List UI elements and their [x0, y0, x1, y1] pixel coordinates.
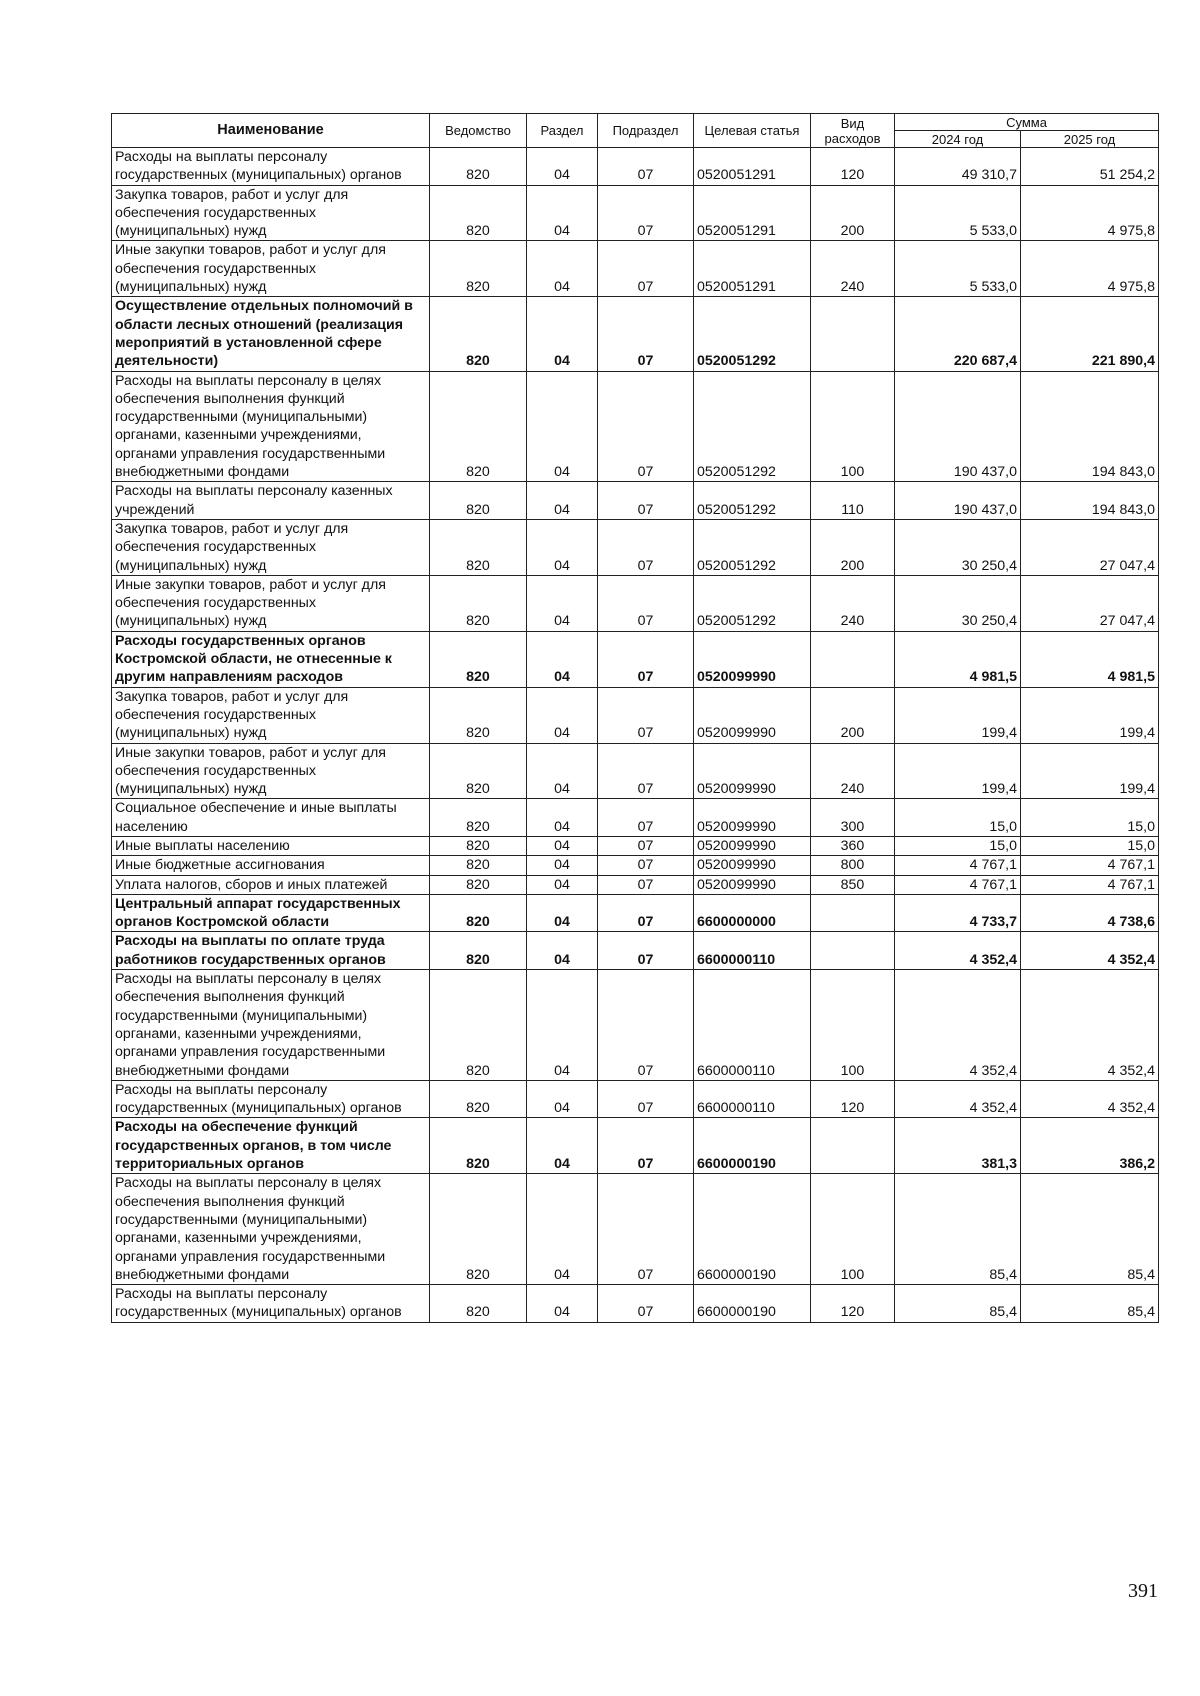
cell-vid-rashodov: 850	[811, 875, 895, 894]
cell-razdel: 04	[527, 799, 598, 837]
cell-sum-2024: 199,4	[895, 687, 1021, 743]
cell-sum-2025: 85,4	[1021, 1285, 1159, 1323]
cell-sum-2024: 4 352,4	[895, 1080, 1021, 1118]
cell-sum-2025: 85,4	[1021, 1174, 1159, 1285]
cell-vid-rashodov: 360	[811, 836, 895, 855]
cell-sum-2025: 4 352,4	[1021, 970, 1159, 1081]
cell-sum-2025: 4 767,1	[1021, 856, 1159, 875]
cell-sum-2025: 194 843,0	[1021, 371, 1159, 482]
cell-vid-rashodov	[811, 932, 895, 970]
cell-name: Расходы на выплаты персоналу государственных (муниципальных) органов	[112, 1080, 430, 1118]
header-vid-rashodov: Вид расходов	[811, 114, 895, 148]
cell-name: Иные закупки товаров, работ и услуг для обеспечения государственных (муниципальных) нужд	[112, 743, 430, 799]
header-celevaya-statya: Целевая статья	[694, 114, 811, 148]
cell-vedomstvo: 820	[430, 371, 527, 482]
cell-podrazdel: 07	[598, 932, 694, 970]
cell-vid-rashodov	[811, 631, 895, 687]
cell-vedomstvo: 820	[430, 148, 527, 186]
cell-vid-rashodov	[811, 894, 895, 932]
cell-podrazdel: 07	[598, 687, 694, 743]
cell-vedomstvo: 820	[430, 631, 527, 687]
cell-sum-2024: 85,4	[895, 1174, 1021, 1285]
cell-celevaya-statya: 0520099990	[694, 631, 811, 687]
cell-sum-2025: 386,2	[1021, 1118, 1159, 1174]
cell-name: Закупка товаров, работ и услуг для обеспечения государственных (муниципальных) нужд	[112, 687, 430, 743]
cell-podrazdel: 07	[598, 894, 694, 932]
cell-sum-2024: 4 767,1	[895, 856, 1021, 875]
table-row	[112, 836, 1159, 855]
header-summa: Сумма	[895, 114, 1159, 131]
cell-celevaya-statya: 6600000190	[694, 1174, 811, 1285]
table-row	[112, 799, 1159, 837]
cell-razdel: 04	[527, 148, 598, 186]
cell-sum-2025: 4 352,4	[1021, 1080, 1159, 1118]
cell-celevaya-statya: 0520099990	[694, 687, 811, 743]
cell-vid-rashodov: 240	[811, 575, 895, 631]
cell-razdel: 04	[527, 1174, 598, 1285]
cell-celevaya-statya: 0520099990	[694, 875, 811, 894]
cell-razdel: 04	[527, 932, 598, 970]
cell-vid-rashodov: 110	[811, 482, 895, 520]
cell-podrazdel: 07	[598, 875, 694, 894]
cell-podrazdel: 07	[598, 799, 694, 837]
cell-vedomstvo: 820	[430, 575, 527, 631]
cell-name: Иные закупки товаров, работ и услуг для обеспечения государственных (муниципальных) нужд	[112, 575, 430, 631]
cell-celevaya-statya: 0520051291	[694, 148, 811, 186]
cell-sum-2025: 4 981,5	[1021, 631, 1159, 687]
header-year-2025: 2025 год	[1021, 131, 1159, 148]
cell-name: Иные закупки товаров, работ и услуг для обеспечения государственных (муниципальных) нужд	[112, 241, 430, 297]
table-row	[112, 875, 1159, 894]
cell-name: Закупка товаров, работ и услуг для обеспечения государственных (муниципальных) нужд	[112, 519, 430, 575]
cell-razdel: 04	[527, 687, 598, 743]
cell-name: Расходы на выплаты персоналу в целях обеспечения выполнения функций государственными (муниципальными) органами, казенными учреждениями, органами управления государственными внебюджетными фондами	[112, 1174, 430, 1285]
cell-vid-rashodov: 100	[811, 371, 895, 482]
table-row	[112, 185, 1159, 241]
cell-razdel: 04	[527, 1285, 598, 1323]
cell-vedomstvo: 820	[430, 185, 527, 241]
cell-razdel: 04	[527, 743, 598, 799]
header-podrazdel: Подраздел	[598, 114, 694, 148]
cell-podrazdel: 07	[598, 482, 694, 520]
cell-vid-rashodov: 100	[811, 1174, 895, 1285]
cell-sum-2024: 5 533,0	[895, 241, 1021, 297]
cell-vid-rashodov: 800	[811, 856, 895, 875]
cell-razdel: 04	[527, 575, 598, 631]
cell-vedomstvo: 820	[430, 875, 527, 894]
table-row	[112, 482, 1159, 520]
cell-vid-rashodov	[811, 1118, 895, 1174]
cell-vid-rashodov: 100	[811, 970, 895, 1081]
cell-name: Осуществление отдельных полномочий в области лесных отношений (реализация мероприятий в установленной сфере деятельности)	[112, 297, 430, 371]
cell-podrazdel: 07	[598, 631, 694, 687]
table-row	[112, 1080, 1159, 1118]
cell-razdel: 04	[527, 371, 598, 482]
cell-podrazdel: 07	[598, 1118, 694, 1174]
budget-table	[111, 113, 1159, 1323]
cell-sum-2025: 194 843,0	[1021, 482, 1159, 520]
cell-razdel: 04	[527, 970, 598, 1081]
cell-sum-2025: 221 890,4	[1021, 297, 1159, 371]
page-number: 391	[1128, 1580, 1158, 1602]
cell-vid-rashodov: 200	[811, 519, 895, 575]
cell-razdel: 04	[527, 482, 598, 520]
cell-vid-rashodov: 300	[811, 799, 895, 837]
table-row	[112, 687, 1159, 743]
cell-celevaya-statya: 0520099990	[694, 799, 811, 837]
cell-name: Расходы на выплаты персоналу в целях обеспечения выполнения функций государственными (муниципальными) органами, казенными учреждениями, органами управления государственными внебюджетными фондами	[112, 970, 430, 1081]
cell-vid-rashodov	[811, 297, 895, 371]
cell-celevaya-statya: 0520051292	[694, 482, 811, 520]
cell-sum-2025: 4 738,6	[1021, 894, 1159, 932]
cell-name: Социальное обеспечение и иные выплаты населению	[112, 799, 430, 837]
table-row	[112, 743, 1159, 799]
header-year-2024: 2024 год	[895, 131, 1021, 148]
cell-sum-2024: 381,3	[895, 1118, 1021, 1174]
cell-celevaya-statya: 6600000110	[694, 1080, 811, 1118]
table-row	[112, 1118, 1159, 1174]
cell-vid-rashodov: 240	[811, 241, 895, 297]
cell-vedomstvo: 820	[430, 856, 527, 875]
cell-sum-2025: 51 254,2	[1021, 148, 1159, 186]
cell-celevaya-statya: 0520051292	[694, 297, 811, 371]
cell-sum-2024: 190 437,0	[895, 482, 1021, 520]
cell-podrazdel: 07	[598, 1174, 694, 1285]
table-row	[112, 970, 1159, 1081]
cell-name: Расходы государственных органов Костромской области, не отнесенные к другим направлениям расходов	[112, 631, 430, 687]
cell-podrazdel: 07	[598, 185, 694, 241]
cell-podrazdel: 07	[598, 241, 694, 297]
cell-sum-2025: 27 047,4	[1021, 519, 1159, 575]
cell-sum-2024: 199,4	[895, 743, 1021, 799]
cell-sum-2025: 199,4	[1021, 743, 1159, 799]
cell-celevaya-statya: 0520051292	[694, 575, 811, 631]
cell-celevaya-statya: 0520099990	[694, 743, 811, 799]
cell-name: Расходы на выплаты персоналу государственных (муниципальных) органов	[112, 148, 430, 186]
table-row	[112, 148, 1159, 186]
cell-vid-rashodov: 200	[811, 687, 895, 743]
cell-vedomstvo: 820	[430, 970, 527, 1081]
cell-celevaya-statya: 6600000110	[694, 970, 811, 1081]
cell-vedomstvo: 820	[430, 799, 527, 837]
cell-podrazdel: 07	[598, 148, 694, 186]
cell-sum-2024: 4 352,4	[895, 970, 1021, 1081]
cell-vedomstvo: 820	[430, 241, 527, 297]
cell-celevaya-statya: 0520051291	[694, 185, 811, 241]
header-vedomstvo: Ведомство	[430, 114, 527, 148]
cell-vid-rashodov: 120	[811, 1285, 895, 1323]
cell-sum-2024: 4 767,1	[895, 875, 1021, 894]
cell-razdel: 04	[527, 1118, 598, 1174]
cell-name: Расходы на выплаты персоналу государственных (муниципальных) органов	[112, 1285, 430, 1323]
cell-sum-2024: 4 352,4	[895, 932, 1021, 970]
cell-vedomstvo: 820	[430, 894, 527, 932]
table-row	[112, 575, 1159, 631]
cell-podrazdel: 07	[598, 575, 694, 631]
cell-razdel: 04	[527, 856, 598, 875]
cell-name: Центральный аппарат государственных органов Костромской области	[112, 894, 430, 932]
cell-podrazdel: 07	[598, 1080, 694, 1118]
cell-sum-2025: 27 047,4	[1021, 575, 1159, 631]
cell-sum-2025: 15,0	[1021, 799, 1159, 837]
cell-podrazdel: 07	[598, 1285, 694, 1323]
cell-sum-2024: 220 687,4	[895, 297, 1021, 371]
cell-name: Расходы на выплаты персоналу в целях обеспечения выполнения функций государственными (муниципальными) органами, казенными учреждениями, органами управления государственными внебюджетными фондами	[112, 371, 430, 482]
cell-podrazdel: 07	[598, 836, 694, 855]
cell-vedomstvo: 820	[430, 297, 527, 371]
cell-sum-2024: 15,0	[895, 799, 1021, 837]
cell-podrazdel: 07	[598, 371, 694, 482]
header-name: Наименование	[112, 114, 430, 148]
cell-vedomstvo: 820	[430, 482, 527, 520]
cell-sum-2024: 30 250,4	[895, 575, 1021, 631]
cell-sum-2025: 15,0	[1021, 836, 1159, 855]
cell-razdel: 04	[527, 894, 598, 932]
cell-name: Уплата налогов, сборов и иных платежей	[112, 875, 430, 894]
cell-razdel: 04	[527, 185, 598, 241]
cell-sum-2024: 190 437,0	[895, 371, 1021, 482]
cell-podrazdel: 07	[598, 970, 694, 1081]
cell-razdel: 04	[527, 836, 598, 855]
cell-sum-2025: 4 767,1	[1021, 875, 1159, 894]
cell-vedomstvo: 820	[430, 1174, 527, 1285]
cell-name: Иные выплаты населению	[112, 836, 430, 855]
cell-celevaya-statya: 0520099990	[694, 856, 811, 875]
table-row	[112, 631, 1159, 687]
cell-celevaya-statya: 6600000190	[694, 1285, 811, 1323]
cell-sum-2024: 5 533,0	[895, 185, 1021, 241]
cell-vid-rashodov: 200	[811, 185, 895, 241]
cell-sum-2024: 4 733,7	[895, 894, 1021, 932]
table-row	[112, 297, 1159, 371]
cell-sum-2025: 199,4	[1021, 687, 1159, 743]
cell-name: Иные бюджетные ассигнования	[112, 856, 430, 875]
cell-name: Расходы на выплаты персоналу казенных учреждений	[112, 482, 430, 520]
header-razdel: Раздел	[527, 114, 598, 148]
cell-vedomstvo: 820	[430, 1080, 527, 1118]
cell-vedomstvo: 820	[430, 687, 527, 743]
cell-name: Расходы на выплаты по оплате труда работников государственных органов	[112, 932, 430, 970]
cell-razdel: 04	[527, 875, 598, 894]
cell-vid-rashodov: 120	[811, 148, 895, 186]
cell-sum-2024: 4 981,5	[895, 631, 1021, 687]
cell-name: Расходы на обеспечение функций государственных органов, в том числе территориальных органов	[112, 1118, 430, 1174]
cell-vedomstvo: 820	[430, 932, 527, 970]
cell-sum-2024: 85,4	[895, 1285, 1021, 1323]
table-row	[112, 856, 1159, 875]
cell-vedomstvo: 820	[430, 836, 527, 855]
cell-celevaya-statya: 0520051291	[694, 241, 811, 297]
cell-podrazdel: 07	[598, 743, 694, 799]
cell-sum-2024: 49 310,7	[895, 148, 1021, 186]
table-body	[112, 148, 1159, 1323]
cell-sum-2025: 4 975,8	[1021, 185, 1159, 241]
cell-celevaya-statya: 0520051292	[694, 371, 811, 482]
table-row	[112, 1285, 1159, 1323]
cell-podrazdel: 07	[598, 519, 694, 575]
table-row	[112, 1174, 1159, 1285]
cell-sum-2024: 30 250,4	[895, 519, 1021, 575]
cell-sum-2025: 4 352,4	[1021, 932, 1159, 970]
cell-celevaya-statya: 6600000000	[694, 894, 811, 932]
cell-vedomstvo: 820	[430, 1118, 527, 1174]
cell-razdel: 04	[527, 519, 598, 575]
cell-celevaya-statya: 0520051292	[694, 519, 811, 575]
table-row	[112, 241, 1159, 297]
table-row	[112, 371, 1159, 482]
cell-celevaya-statya: 0520099990	[694, 836, 811, 855]
cell-vedomstvo: 820	[430, 1285, 527, 1323]
cell-razdel: 04	[527, 297, 598, 371]
cell-name: Закупка товаров, работ и услуг для обеспечения государственных (муниципальных) нужд	[112, 185, 430, 241]
table-row	[112, 519, 1159, 575]
table-row	[112, 932, 1159, 970]
cell-vedomstvo: 820	[430, 519, 527, 575]
cell-podrazdel: 07	[598, 297, 694, 371]
table-row	[112, 894, 1159, 932]
cell-podrazdel: 07	[598, 856, 694, 875]
cell-celevaya-statya: 6600000190	[694, 1118, 811, 1174]
cell-sum-2025: 4 975,8	[1021, 241, 1159, 297]
cell-razdel: 04	[527, 241, 598, 297]
cell-razdel: 04	[527, 1080, 598, 1118]
cell-razdel: 04	[527, 631, 598, 687]
cell-vid-rashodov: 120	[811, 1080, 895, 1118]
cell-vid-rashodov: 240	[811, 743, 895, 799]
cell-vedomstvo: 820	[430, 743, 527, 799]
cell-sum-2024: 15,0	[895, 836, 1021, 855]
cell-celevaya-statya: 6600000110	[694, 932, 811, 970]
